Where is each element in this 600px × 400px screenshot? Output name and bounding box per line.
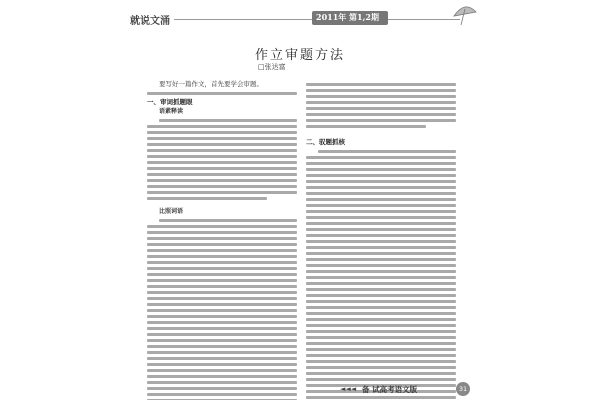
text-line bbox=[306, 288, 456, 291]
text-line bbox=[159, 219, 297, 222]
issue-label: 2011年 第1,2期 bbox=[316, 12, 379, 22]
text-line bbox=[306, 258, 456, 261]
text-line bbox=[306, 324, 456, 327]
text-line bbox=[159, 119, 297, 122]
text-line bbox=[147, 255, 297, 258]
text-line bbox=[147, 161, 297, 164]
text-line bbox=[147, 297, 297, 300]
text-line bbox=[306, 198, 456, 201]
text-line bbox=[306, 294, 456, 297]
text-line bbox=[306, 113, 456, 116]
text-line bbox=[147, 309, 297, 312]
text-line bbox=[306, 348, 456, 351]
text-line bbox=[147, 149, 297, 152]
text-line bbox=[147, 315, 297, 318]
arrow-icon: ◄◄◄ bbox=[340, 385, 357, 393]
text-line bbox=[147, 279, 297, 282]
text-line bbox=[306, 300, 456, 303]
text-line bbox=[306, 276, 456, 279]
text-line bbox=[306, 222, 456, 225]
text-line bbox=[147, 179, 297, 182]
header-rule bbox=[130, 19, 460, 20]
text-line bbox=[147, 137, 297, 140]
subsection-heading: 比照词语 bbox=[159, 208, 184, 215]
text-line bbox=[306, 174, 456, 177]
page-number: 31 bbox=[456, 382, 470, 396]
text-line bbox=[318, 150, 456, 153]
text-column-left bbox=[147, 80, 297, 400]
text-line bbox=[306, 89, 456, 92]
text-line bbox=[147, 243, 297, 246]
article-author: □张达富 bbox=[258, 63, 286, 71]
text-line bbox=[306, 282, 456, 285]
text-line bbox=[147, 303, 297, 306]
text-line bbox=[306, 180, 456, 183]
text-line bbox=[306, 210, 456, 213]
text-line bbox=[147, 357, 297, 360]
text-line bbox=[147, 267, 297, 270]
text-line bbox=[306, 378, 456, 381]
text-line bbox=[306, 156, 456, 159]
text-line bbox=[306, 336, 456, 339]
page-header bbox=[130, 10, 460, 28]
text-line bbox=[147, 351, 297, 354]
text-line bbox=[306, 234, 456, 237]
text-line bbox=[306, 204, 456, 207]
text-line bbox=[147, 285, 297, 288]
text-line bbox=[147, 249, 297, 252]
text-line bbox=[147, 375, 297, 378]
text-line bbox=[306, 366, 456, 369]
section-heading: 一、审词抓题眼 bbox=[147, 98, 193, 106]
subsection-heading: 语素释读 bbox=[159, 108, 184, 115]
text-line bbox=[306, 396, 456, 399]
text-line bbox=[147, 363, 297, 366]
text-line bbox=[147, 131, 297, 134]
text-line bbox=[306, 306, 456, 309]
text-line bbox=[306, 192, 456, 195]
text-line bbox=[306, 119, 456, 122]
text-line bbox=[147, 185, 297, 188]
text-line bbox=[306, 360, 456, 363]
text-line bbox=[147, 167, 297, 170]
text-line bbox=[306, 228, 456, 231]
text-line bbox=[306, 95, 456, 98]
text-line bbox=[306, 101, 456, 104]
text-line bbox=[306, 246, 456, 249]
text-line bbox=[306, 330, 456, 333]
text-line bbox=[147, 393, 297, 396]
text-column-right bbox=[306, 80, 456, 400]
text-line bbox=[147, 327, 297, 330]
text-line bbox=[147, 92, 297, 95]
text-line bbox=[147, 143, 297, 146]
text-line bbox=[147, 155, 297, 158]
article-title: 作立审题方法 bbox=[254, 48, 345, 63]
text-line bbox=[147, 387, 297, 390]
text-line bbox=[306, 252, 456, 255]
text-line bbox=[147, 261, 297, 264]
text-line bbox=[147, 381, 297, 384]
text-line bbox=[306, 342, 456, 345]
text-line bbox=[147, 291, 297, 294]
section-heading: 二、驭题抓核 bbox=[306, 138, 345, 146]
journal-name: 就说文涌 bbox=[130, 12, 174, 27]
umbrella-icon bbox=[452, 4, 478, 26]
text-line bbox=[147, 339, 297, 342]
intro-paragraph: 要写好一篇作文，首先要学会审题。 bbox=[159, 80, 263, 88]
text-line bbox=[306, 372, 456, 375]
text-line bbox=[306, 312, 456, 315]
text-line bbox=[306, 270, 456, 273]
footer-journal-name: 备 试高考语文版 bbox=[362, 385, 418, 394]
text-line bbox=[306, 240, 456, 243]
text-line bbox=[147, 173, 297, 176]
text-line bbox=[306, 216, 456, 219]
text-line bbox=[147, 345, 297, 348]
text-line bbox=[306, 162, 456, 165]
text-line bbox=[306, 354, 456, 357]
text-line bbox=[306, 125, 426, 128]
text-line bbox=[306, 83, 456, 86]
page-footer bbox=[340, 384, 480, 396]
text-line bbox=[147, 333, 297, 336]
text-line bbox=[306, 186, 456, 189]
text-line bbox=[147, 191, 297, 194]
text-line bbox=[147, 197, 267, 200]
text-line bbox=[306, 318, 456, 321]
text-line bbox=[147, 125, 297, 128]
text-line bbox=[147, 321, 297, 324]
text-line bbox=[306, 107, 456, 110]
text-line bbox=[147, 273, 297, 276]
text-line bbox=[147, 225, 297, 228]
text-line bbox=[147, 237, 297, 240]
text-line bbox=[147, 231, 297, 234]
text-line bbox=[306, 168, 456, 171]
text-line bbox=[147, 369, 297, 372]
text-line bbox=[306, 264, 456, 267]
